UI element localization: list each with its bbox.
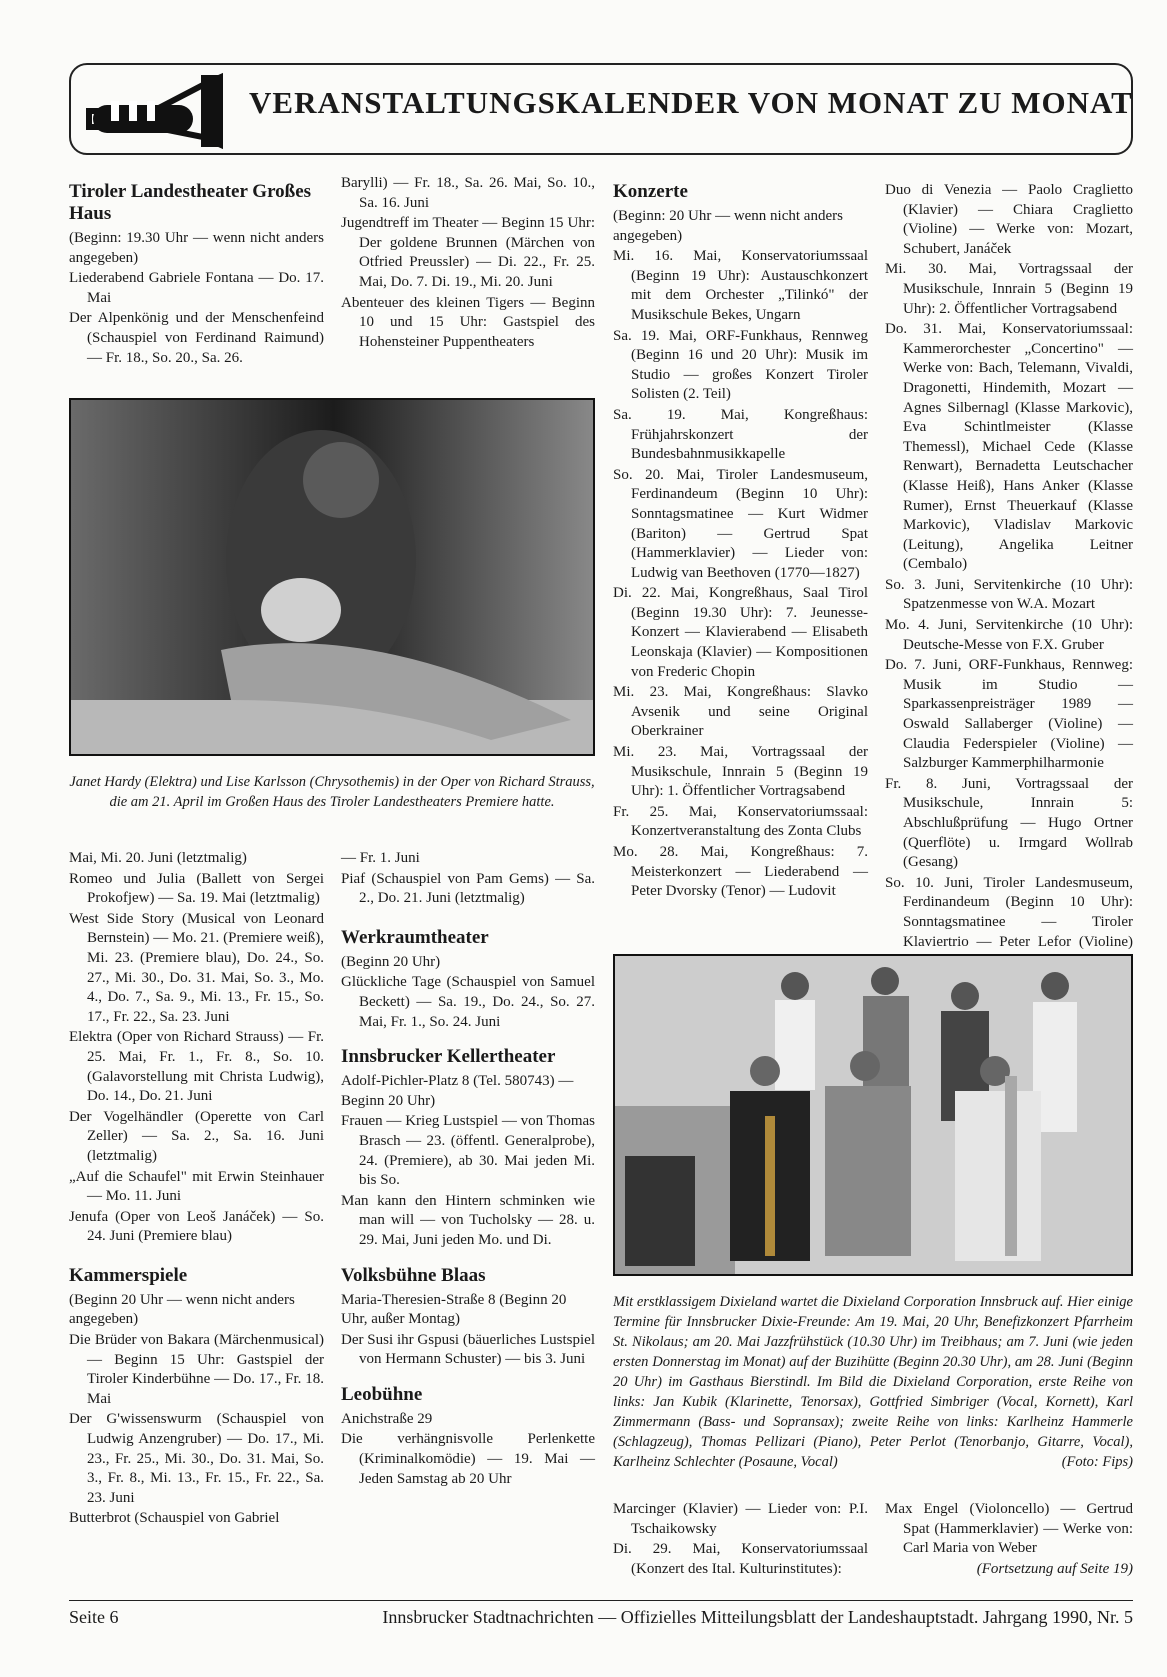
section-heading-kammerspiele: Kammerspiele <box>69 1264 188 1286</box>
list-item: So. 10. Juni, Tiroler Landesmuseum, Ferdinandeum (Beginn 10 Uhr): Sonntagsmatinee — Tiroler Klaviertrio — Peter Lefor (Violine) <box>885 874 1133 950</box>
column-4-top <box>885 181 1133 973</box>
list-item: Romeo und Julia (Ballett von Sergei Prokofjew) — Sa. 19. Mai (letztmalig) <box>69 870 324 907</box>
list-item: Do. 31. Mai, Konservatoriumssaal: Kammerorchester „Concertino" — Werke von: Bach, Telemann, Vivaldi, Dragonetti, Hindemith, Mozart — Agnes Silbernagl (Klasse Markovic), Eva Schintlmeister (Klasse Themessl), Michael Cede (Klasse Renwart), Bernadetta Leutschacher (Klasse Heiß), Hans Anker (Klasse Rumer), Ernst Theuerkauf (Klasse Markovic), Vladislav Markovic (Leitung), Angelika Leitner (Cembalo) <box>885 321 1133 573</box>
list-item: Jugendtreff im Theater — Beginn 15 Uhr: Der goldene Brunnen (Märchen von Otfried Preussler) — Di. 22., Fr. 25. Mai, Do. 7. Di. 19., Mi. 20. Juni <box>341 215 595 290</box>
column-2-bottom <box>341 849 595 1490</box>
column-3-bottom <box>613 1500 868 1580</box>
photo-illustration <box>615 956 1133 1276</box>
list-item: Mi. 30. Mai, Vortragssaal der Musikschule, Innrain 5 (Beginn 19 Uhr): 2. Öffentlicher Vortragsabend <box>885 261 1133 317</box>
list-item: Duo di Venezia — Paolo Craglietto (Klavier) — Chiara Craglietto (Violine) — Werke von: Mozart, Schubert, Janáček <box>885 182 1133 257</box>
list-item: Der Vogelhändler (Operette von Carl Zeller) — Sa. 2., Sa. 16. Juni (letztmalig) <box>69 1108 324 1164</box>
list-item: Max Engel (Violoncello) — Gertrud Spat (Hammerklavier) — Werke von: Carl Maria von Weber <box>885 1501 1133 1557</box>
page-title: VERANSTALTUNGSKALENDER VON MONAT ZU MONAT <box>249 85 1133 120</box>
section-note: Adolf-Pichler-Platz 8 (Tel. 580743) — Beginn 20 Uhr) <box>341 1073 574 1109</box>
section-heading-landestheater: Tiroler Landestheater Großes Haus <box>69 181 312 224</box>
list-item: Der Susi ihr Gspusi (bäuerliches Lustspiel von Hermann Schuster) — bis 3. Juni <box>341 1331 595 1368</box>
list-item: Di. 29. Mai, Konservatoriumssaal (Konzert des Ital. Kulturinstitutes): <box>613 1541 868 1577</box>
column-2-top <box>341 174 595 353</box>
list-item: Die Brüder von Bakara (Märchenmusical) — Beginn 15 Uhr: Gastspiel der Tiroler Kinderbühne — Do. 17., Fr. 18. Mai <box>69 1332 324 1407</box>
photo-credit: (Foto: Fips) <box>1061 1454 1133 1470</box>
list-item: Liederabend Gabriele Fontana — Do. 17. Mai <box>69 270 324 306</box>
column-1-top <box>69 181 324 369</box>
list-item: Man kann den Hintern schminken wie man will — von Tucholsky — 28. u. 29. Mai, Juni jeden Mo. und Di. <box>341 1192 595 1248</box>
section-note: Maria-Theresien-Straße 8 (Beginn 20 Uhr, außer Montag) <box>341 1291 567 1328</box>
column-3-top <box>613 181 868 903</box>
photo-illustration <box>71 400 595 756</box>
list-item: Frauen — Krieg Lustspiel — von Thomas Brasch — 23. (öffentl. Generalprobe), 24. (Premiere), ab 30. Mai jeden Mi. bis So. <box>341 1113 595 1189</box>
section-note: Anichstraße 29 <box>341 1410 433 1427</box>
section-heading-kellertheater: Innsbrucker Kellertheater <box>341 1046 556 1068</box>
elektra-photo <box>69 398 595 756</box>
list-item: Fr. 8. Juni, Vortragssaal der Musikschule, Innrain 5: Abschlußprüfung — Hugo Ortner (Querflöte) u. Irmgard Wollrab (Gesang) <box>885 775 1133 871</box>
section-note: (Beginn 20 Uhr) <box>341 953 441 970</box>
list-item: Di. 22. Mai, Kongreßhaus, Saal Tirol (Beginn 19.30 Uhr): 7. Jeunesse-Konzert — Klavierabend — Elisabeth Leonskaja (Klavier) — Kompositionen von Frederic Chopin <box>613 585 868 680</box>
section-heading-konzerte: Konzerte <box>613 181 688 202</box>
caption-text: Janet Hardy (Elektra) und Lise Karlsson (Chrysothemis) in der Oper von Richard Strauss, die am 21. April im Großen Haus des Tiroler Landestheaters Premiere hatte. <box>69 774 595 810</box>
section-heading-leobuehne: Leobühne <box>341 1383 423 1405</box>
list-item: Glückliche Tage (Schauspiel von Samuel Beckett) — Sa. 19., Do. 24., So. 27. Mai, Fr. 1., So. 24. Juni <box>341 974 595 1030</box>
list-item: Mo. 4. Juni, Servitenkirche (10 Uhr): Deutsche-Messe von F.X. Gruber <box>885 617 1133 653</box>
list-item: Butterbrot (Schauspiel von Gabriel <box>69 1510 280 1527</box>
list-item: Der G'wissenswurm (Schauspiel von Ludwig Anzengruber) — Do. 17., Mi. 23., Fr. 25., Mi. 30., Do. 31. Mai, So. 3., Fr. 8., Mi. 13., Fr. 15., Fr. 22., Sa. 23. Juni <box>69 1411 324 1506</box>
column-4-bottom <box>885 1500 1133 1580</box>
continuation-note: (Fortsetzung auf Seite 19) <box>976 1560 1133 1577</box>
list-item: Der Alpenkönig und der Menschenfeind (Schauspiel von Ferdinand Raimund) — Fr. 18., So. 20., Sa. 26. <box>69 310 324 366</box>
list-item: Mi. 16. Mai, Konservatoriumssaal (Beginn 19 Uhr): Austauschkonzert mit dem Orchester „Tilinkó" der Musikschule Bekes, Ungarn <box>613 248 868 323</box>
list-item: Die verhängnisvolle Perlenkette (Kriminalkomödie) — 19. Mai — Jeden Samstag ab 20 Uhr <box>341 1431 595 1487</box>
section-heading-werkraumtheater: Werkraumtheater <box>341 926 489 948</box>
publication-line: Innsbrucker Stadtnachrichten — Offizielles Mitteilungsblatt der Landeshauptstadt. Jahrgang 1990, Nr. 5 <box>382 1607 1133 1627</box>
list-item: Abenteuer des kleinen Tigers — Beginn 10 und 15 Uhr: Gastspiel des Hohensteiner Puppentheaters <box>341 294 595 350</box>
list-item: Sa. 19. Mai, Kongreßhaus: Frühjahrskonzert der Bundesbahnmusikkapelle <box>613 406 868 463</box>
list-item: Do. 7. Juni, ORF-Funkhaus, Rennweg: Musik im Studio — Sparkassenpreisträger 1989 — Oswald Sallaberger (Violine) — Claudia Federspieler (Violine) — Salzburger Kammerphilharmonie <box>885 657 1133 772</box>
list-item: Sa. 19. Mai, ORF-Funkhaus, Rennweg (Beginn 16 und 20 Uhr): Musik im Studio — großes Konzert Tiroler Solisten (2. Teil) <box>613 327 868 403</box>
list-item: Mi. 23. Mai, Kongreßhaus: Slavko Avsenik und seine Original Oberkrainer <box>613 684 868 740</box>
section-note: (Beginn: 20 Uhr — wenn nicht anders angegeben) <box>613 208 843 244</box>
list-item: Piaf (Schauspiel von Pam Gems) — Sa. 2., Do. 21. Juni (letztmalig) <box>341 870 595 907</box>
list-item: Mo. 28. Mai, Kongreßhaus: 7. Meisterkonzert — Liederabend — Peter Dvorsky (Tenor) — Ludovit <box>613 844 868 900</box>
list-item: Elektra (Oper von Richard Strauss) — Fr. 25. Mai, Fr. 1., Fr. 8., So. 10. (Galavorstellung mit Christa Ludwig), Do. 14., Do. 21. Juni <box>69 1029 324 1105</box>
page-number: Seite 6 <box>69 1607 119 1627</box>
list-item: — Fr. 1. Juni <box>341 850 420 866</box>
dixieland-photo <box>613 954 1133 1276</box>
trumpet-icon <box>83 71 223 151</box>
section-heading-volksbuehne: Volksbühne Blaas <box>341 1264 486 1286</box>
photo-caption <box>69 772 595 812</box>
list-item: Mai, Mi. 20. Juni (letztmalig) <box>69 850 247 866</box>
list-item: So. 3. Juni, Servitenkirche (10 Uhr): Spatzenmesse von W.A. Mozart <box>885 576 1133 613</box>
list-item: Barylli) — Fr. 18., Sa. 26. Mai, So. 10., Sa. 16. Juni <box>341 175 595 211</box>
section-note: (Beginn 20 Uhr — wenn nicht anders angegeben) <box>69 1291 295 1328</box>
column-1-bottom <box>69 849 324 1530</box>
page-footer <box>69 1600 1133 1627</box>
list-item: Fr. 25. Mai, Konservatoriumssaal: Konzertveranstaltung des Zonta Clubs <box>613 803 868 840</box>
caption-text: Mit erstklassigem Dixieland wartet die Dixieland Corporation Innsbruck auf. Hier einige Termine für Innsbrucker Dixie-Freunde: Am 19. Mai, 20 Uhr, Benefizkonzert Pfarrheim St. Nikolaus; am 20. Mai Jazzfrühstück (10.30 Uhr) im Treibhaus; am 7. Juni (wie jeden ersten Donnerstag im Monat) auf der Buzihütte (Beginn 20.30 Uhr), am 28. Juni (Beginn 20 Uhr) im Gasthaus Bierstindl. Im Bild die Dixieland Corporation, erste Reihe von links: Jan Kubik (Klarinette, Tenorsax), Gottfried Simbriger (Vocal, Kornett), Karl Zimmermann (Bass- und Sopransax); zweite Reihe von links: Karlheinz Hammerle (Schlagzeug), Thomas Pellizari (Piano), Peter Perlot (Tenorbanjo, Gitarre, Vocal), Karlheinz Schlechter (Posaune, Vocal) <box>613 1294 1133 1470</box>
section-note: (Beginn: 19.30 Uhr — wenn nicht anders angegeben) <box>69 230 324 266</box>
photo-caption-dixieland <box>613 1292 1133 1472</box>
list-item: „Auf die Schaufel" mit Erwin Steinhauer — Mo. 11. Juni <box>69 1168 324 1205</box>
list-item: So. 20. Mai, Tiroler Landesmuseum, Ferdinandeum (Beginn 10 Uhr): Sonntagsmatinee — Kurt Widmer (Bariton) — Gertrud Spat (Hammerklavier) — Lieder von: Ludwig van Beethoven (1770—1827) <box>613 466 868 581</box>
page-header <box>69 63 1133 155</box>
list-item: Marcinger (Klavier) — Lieder von: P.I. Tschaikowsky <box>613 1501 868 1537</box>
list-item: West Side Story (Musical von Leonard Bernstein) — Mo. 21. (Premiere weiß), Mi. 23. (Premiere blau), Do. 24., So. 27., Mi. 30., Do. 31. Mai, So. 3., Mo. 4., Do. 7., Sa. 9., Mi. 13., Fr. 15., So. 17., Fr. 22., Sa. 23. Juni <box>69 910 324 1025</box>
list-item: Mi. 23. Mai, Vortragssaal der Musikschule, Innrain 5 (Beginn 19 Uhr): 1. Öffentlicher Vortragsabend <box>613 744 868 800</box>
list-item: Jenufa (Oper von Leoš Janáček) — So. 24. Juni (Premiere blau) <box>69 1208 324 1245</box>
